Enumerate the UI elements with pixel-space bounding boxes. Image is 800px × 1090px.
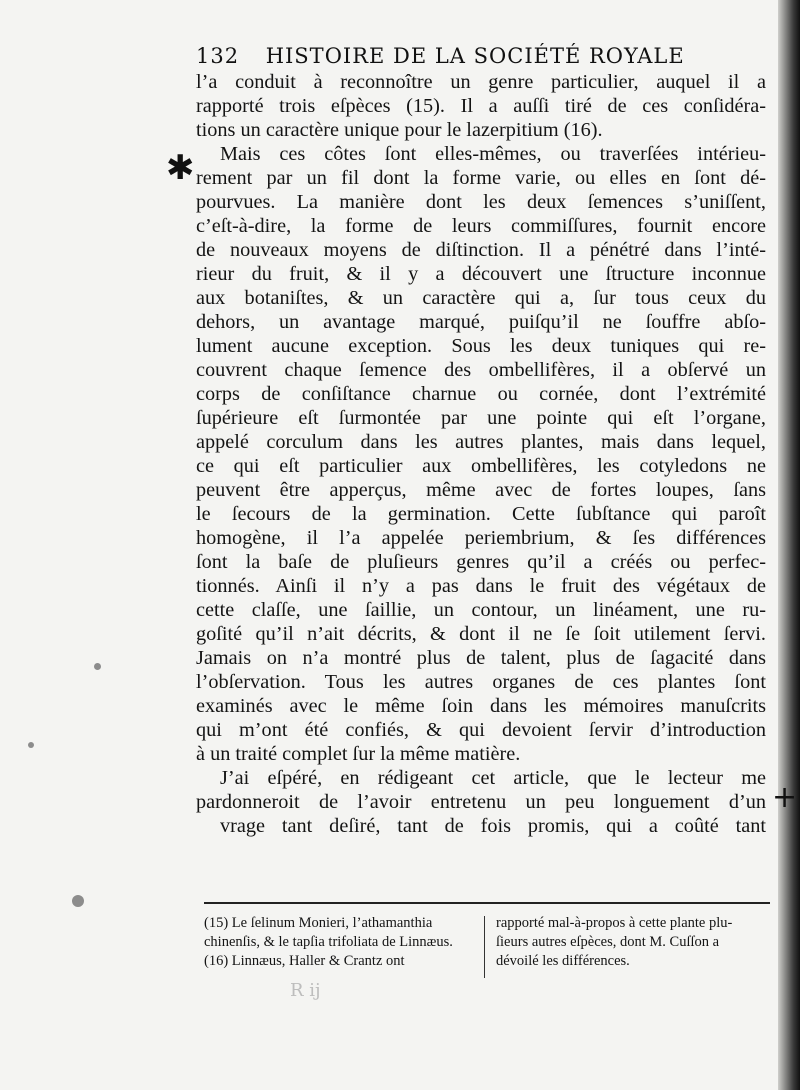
text-line: rapporté trois eſpèces (15). Il a auſſi tiré de ces conſidéra- <box>196 95 766 117</box>
footnote-line: rapporté mal-à-propos à cette plante plu- <box>496 915 733 931</box>
paper-spot <box>94 663 101 670</box>
text-line: cette claſſe, une ſaillie, un contour, un linéament, une ru- <box>196 599 766 621</box>
text-line: l’a conduit à reconnoître un genre particulier, auquel il a <box>196 71 766 93</box>
text-line: ce qui eſt particulier aux ombellifères, les cotyledons ne <box>196 455 766 477</box>
paper-spot <box>28 742 34 748</box>
text-line: pardonneroit de l’avoir entretenu un peu longuement d’un <box>196 791 766 813</box>
running-header <box>196 44 776 70</box>
margin-asterisk-mark: ✱ <box>166 148 195 188</box>
text-line: pourvues. La manière dont les deux ſemences s’uniſſent, <box>196 191 766 213</box>
text-line: peuvent être apperçus, même avec de fortes loupes, ſans <box>196 479 766 501</box>
footnote-line: chinenſis, & le tapſia trifoliata de Linnæus. <box>204 934 453 950</box>
text-line: le ſecours de la germination. Cette ſubſtance qui paroît <box>196 503 766 525</box>
text-line: rement par un fil dont la forme varie, ou elles en ſont dé- <box>196 167 766 189</box>
footnotes-left-column <box>204 914 476 971</box>
margin-cross-mark: + <box>772 780 798 815</box>
text-line: de nouveaux moyens de diſtinction. Il a pénétré dans l’inté- <box>196 239 766 261</box>
text-line: c’eſt-à-dire, la forme de leurs commiſſures, fournit encore <box>196 215 766 237</box>
page-number: 132 <box>196 44 240 68</box>
signature-mark: R ij <box>290 980 321 1001</box>
text-line: appelé corculum dans les autres plantes, mais dans lequel, <box>196 431 766 453</box>
text-line: Mais ces côtes ſont elles-mêmes, ou traverſées intérieu- <box>220 143 766 165</box>
page-edge-shadow <box>778 0 800 1090</box>
text-line: l’obſervation. Tous les autres organes de ces plantes ſont <box>196 671 766 693</box>
text-line: goſité qu’il n’ait décrits, & dont il ne ſe ſoit utilement ſervi. <box>196 623 766 645</box>
footnote-line: (16) Linnæus, Haller & Crantz ont <box>204 953 405 969</box>
text-line: tions un caractère unique pour le lazerpitium (16). <box>196 119 603 141</box>
text-line: J’ai eſpéré, en rédigeant cet article, que le lecteur me <box>220 767 766 789</box>
footnote-line: (15) Le ſelinum Monieri, l’athamanthia <box>204 915 433 931</box>
text-line: rieur du fruit, & il y a découvert une ſtructure inconnue <box>196 263 766 285</box>
text-line: ſupérieure eſt ſurmontée par une pointe qui eſt l’organe, <box>196 407 766 429</box>
text-line: lument aucune exception. Sous les deux tuniques qui re- <box>196 335 766 357</box>
paper-spot <box>72 895 84 907</box>
text-line: aux botaniſtes, & un caractère qui a, ſur tous ceux du <box>196 287 766 309</box>
text-line: corps de conſiſtance charnue ou cornée, dont l’extrémité <box>196 383 766 405</box>
text-line: vrage tant deſiré, tant de fois promis, qui a coûté tant <box>220 815 766 837</box>
main-text-block <box>196 70 766 838</box>
footnote-line: dévoilé les différences. <box>496 953 630 969</box>
footnote-line: ſieurs autres eſpèces, dont M. Cuſſon a <box>496 934 720 950</box>
text-line: dehors, un avantage marqué, puiſqu’il ne ſouffre abſo- <box>196 311 766 333</box>
text-line: ſont la baſe de pluſieurs genres qu’il a créés ou perfec- <box>196 551 766 573</box>
running-title: HISTOIRE DE LA SOCIÉTÉ ROYALE <box>265 44 685 68</box>
text-line: à un traité complet ſur la même matière. <box>196 743 521 765</box>
footnote-column-divider <box>484 916 485 978</box>
text-line: examinés avec le même ſoin dans les mémoires manuſcrits <box>196 695 766 717</box>
text-line: Jamais on n’a montré plus de talent, plus de ſagacité dans <box>196 647 766 669</box>
text-line: homogène, il l’a appelée periembrium, & ſes différences <box>196 527 766 549</box>
text-line: couvrent chaque ſemence des ombellifères, il a obſervé un <box>196 359 766 381</box>
footnotes-right-column <box>496 914 772 971</box>
text-line: qui m’ont été confiés, & qui devoient ſervir d’introduction <box>196 719 766 741</box>
text-line: tionnés. Ainſi il n’y a pas dans le fruit des végétaux de <box>196 575 766 597</box>
footnote-rule <box>204 902 770 904</box>
